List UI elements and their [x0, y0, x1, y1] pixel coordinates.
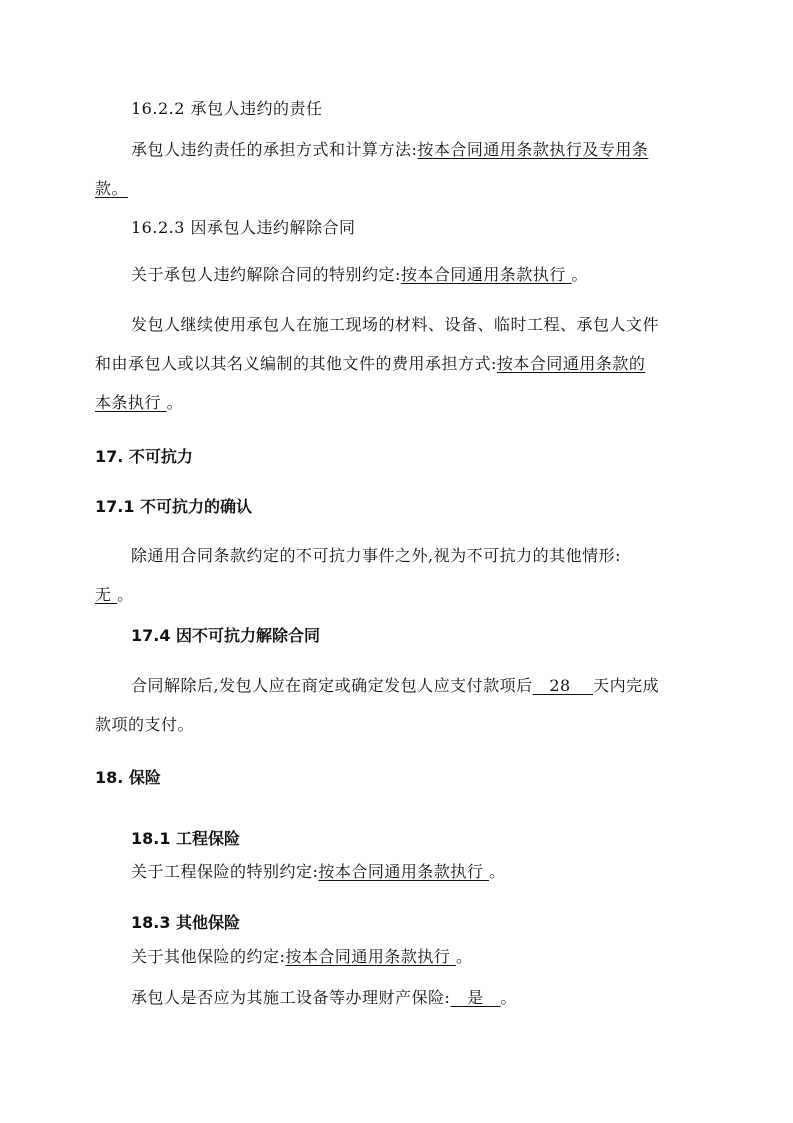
label-text: 关于承包人违约解除合同的特别约定: — [131, 265, 401, 284]
insurance-answer-value: 是 — [450, 988, 501, 1007]
section-18-1-heading: 18.1 工程保险 — [131, 829, 241, 848]
label-text: 关于工程保险的特别约定: — [131, 862, 319, 881]
section-18-3-paragraph-1 — [131, 944, 473, 967]
section-16-2-3-paragraph-2-line-2 — [95, 351, 645, 374]
section-18-1-paragraph — [131, 859, 506, 882]
label-text: 承包人是否应为其施工设备等办理财产保险: — [131, 988, 451, 1007]
section-18-3-paragraph-2 — [131, 985, 517, 1008]
section-17-4-paragraph-line-1 — [131, 673, 659, 696]
section-16-2-2-title: 16.2.2 承包人违约的责任 — [131, 99, 323, 118]
suffix-text: 。 — [456, 947, 473, 966]
section-16-2-3-paragraph-2-line-1: 发包人继续使用承包人在施工现场的材料、设备、临时工程、承包人文件 — [131, 315, 660, 334]
filled-value: 按本合同通用条款的 — [496, 354, 646, 373]
filled-value: 本条执行 — [95, 393, 167, 412]
suffix-text: 。 — [571, 265, 589, 284]
label-text: 关于其他保险的约定: — [131, 947, 286, 966]
section-17-4-heading: 17.4 因不可抗力解除合同 — [131, 626, 321, 645]
filled-value: 款。 — [95, 179, 129, 198]
section-16-2-3-title: 16.2.3 因承包人违约解除合同 — [131, 218, 356, 237]
section-16-2-3-paragraph-2-line-3 — [95, 390, 183, 413]
section-18-3-heading: 18.3 其他保险 — [131, 913, 241, 932]
section-16-2-2-paragraph-line-2 — [95, 176, 128, 199]
suffix-text: 。 — [117, 585, 134, 604]
filled-value: 按本合同通用条款执行 — [285, 947, 456, 966]
filled-value: 按本合同通用条款执行 — [318, 862, 489, 881]
suffix-text: 天内完成 — [593, 676, 660, 695]
label-text: 承包人违约责任的承担方式和计算方法: — [131, 140, 418, 159]
suffix-text: 。 — [489, 862, 506, 881]
section-17-1-paragraph-line-1: 除通用合同条款约定的不可抗力事件之外,视为不可抗力的其他情形: — [131, 546, 621, 565]
label-text: 合同解除后,发包人应在商定或确定发包人应支付款项后 — [131, 676, 533, 695]
section-16-2-3-paragraph-1 — [131, 262, 588, 285]
filled-value: 无 — [95, 585, 118, 604]
section-17-4-paragraph-line-2: 款项的支付。 — [95, 715, 195, 734]
suffix-text: 。 — [500, 988, 517, 1007]
label-text: 和由承包人或以其名义编制的其他文件的费用承担方式: — [95, 354, 497, 373]
suffix-text: 。 — [166, 393, 184, 412]
section-17-1-heading: 17.1 不可抗力的确认 — [95, 497, 253, 516]
section-17-heading: 17. 不可抗力 — [95, 447, 193, 466]
section-17-1-paragraph-line-2 — [95, 582, 134, 605]
section-16-2-2-paragraph-line-1 — [131, 137, 648, 160]
filled-value: 按本合同通用条款执行 — [400, 265, 572, 284]
filled-value: 按本合同通用条款执行及专用条 — [417, 140, 649, 159]
section-18-heading: 18. 保险 — [95, 768, 161, 787]
days-value: 28 — [532, 676, 594, 695]
